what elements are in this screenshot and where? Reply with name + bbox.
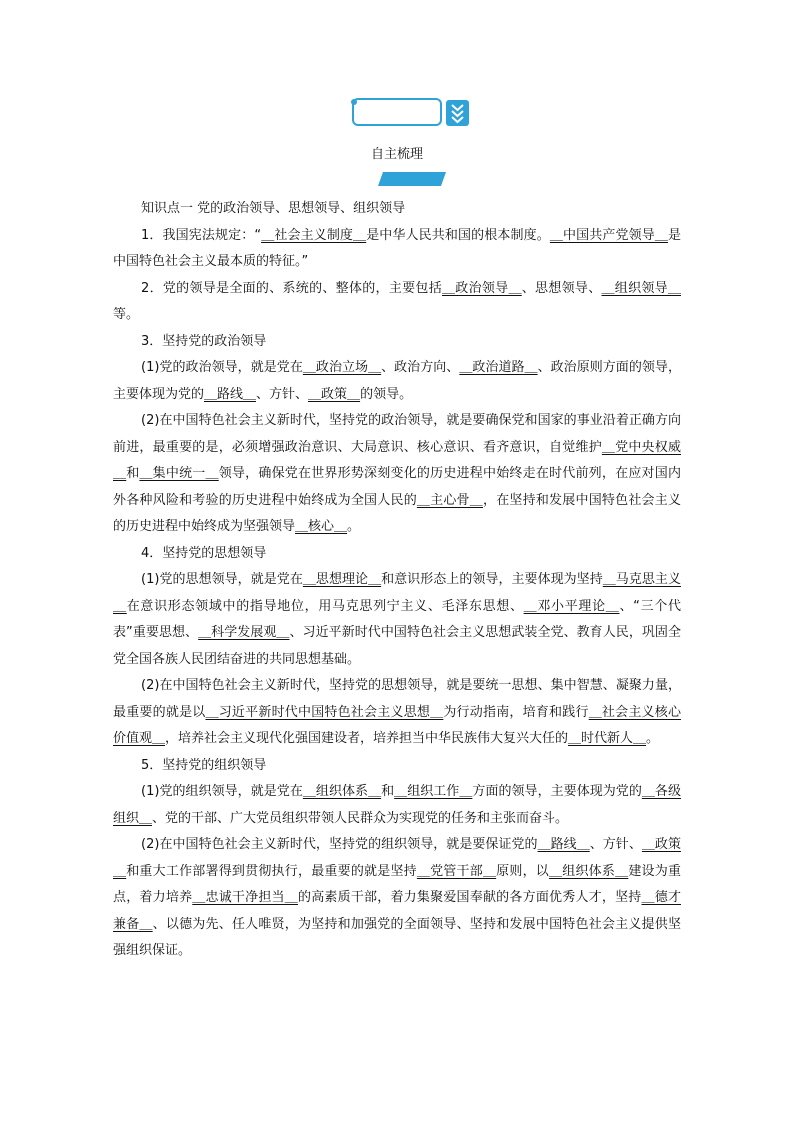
- text-segment: 和: [126, 466, 140, 481]
- text-segment: 4．坚持党的思想领导: [141, 545, 267, 561]
- text-segment: 、以德为先、任人唯贤，为坚持和加强党的全面领导、坚持和发展中国特色社会主义提供坚强组织保证。: [113, 916, 681, 958]
- text-segment: 在意识形态领域中的指导地位，用马克思列宁主义、毛泽东思想、: [126, 598, 524, 614]
- text-segment: 方面的领导，主要体现为党的: [472, 784, 642, 799]
- paragraph: [113, 673, 681, 753]
- answer-blank: ＿政治领导＿: [441, 280, 522, 296]
- text-segment: 、政治方向、: [381, 360, 460, 375]
- answer-blank: ＿马克思主义＿: [113, 572, 681, 614]
- text-segment: 。: [646, 731, 660, 746]
- answer-blank: ＿德才兼备＿: [113, 890, 681, 932]
- text-segment: 和重大工作部署得到贯彻执行，最重要的就是坚持: [126, 863, 417, 879]
- answer-blank: ＿政治道路＿: [459, 360, 538, 375]
- text-segment: 领导，确保党在世界形势深刻变化的历史进程中始终走在时代前列，在应对国内外各种风险和考验的历史进程中始终成为全国人民的: [113, 466, 681, 508]
- text-segment: 。: [347, 519, 361, 534]
- paragraph: [113, 223, 681, 276]
- text-segment: (2)在中国特色社会主义新时代，坚持党的组织领导，就是要保证党的: [141, 837, 538, 852]
- text-segment: 的领导。: [360, 386, 413, 402]
- title-banner: [378, 171, 446, 190]
- answer-blank: ＿社会主义核心价值观＿: [113, 704, 681, 746]
- text-segment: (1)党的政治领导，就是党在: [141, 360, 303, 375]
- paragraph: [113, 567, 681, 673]
- paragraph: [113, 276, 681, 329]
- text-segment: 等。: [113, 307, 140, 322]
- text-segment: 是中国特色社会主义最本质的特征。”: [113, 227, 681, 269]
- text-segment: 、“三个代表”重要思想、: [113, 598, 681, 640]
- answer-blank: ＿习近平新时代中国特色社会主义思想＿: [205, 704, 444, 720]
- paragraph: [113, 408, 681, 541]
- answer-blank: ＿主心骨＿: [416, 492, 483, 508]
- answer-blank: ＿时代新人＿: [568, 731, 647, 746]
- answer-blank: ＿组织体系＿: [302, 784, 382, 799]
- paragraph: [113, 541, 681, 568]
- answer-blank: ＿各级组织＿: [113, 784, 681, 826]
- text-segment: 和意识形态上的领导，主要体现为坚持: [381, 572, 603, 587]
- text-segment: 、党的干部、广大党员组织带领人民群众为实现党的任务和主张而奋斗。: [152, 810, 569, 826]
- paragraph: [113, 329, 681, 356]
- text-segment: (2)在中国特色社会主义新时代，坚持党的政治领导，就是要确保党和国家的事业沿着正确方向前进，最重要的是，必须增强政治意识、大局意识、核心意识、看齐意识，自觉维护: [113, 413, 681, 455]
- text-segment: (1)党的思想领导，就是党在: [141, 572, 303, 587]
- answer-blank: ＿政策＿: [308, 386, 361, 402]
- text-segment: 、政治原则方面的领导，主要体现为党的: [113, 360, 681, 402]
- answer-blank: ＿政治立场＿: [302, 360, 382, 375]
- answer-blank: ＿路线＿: [537, 837, 590, 852]
- text-segment: 2．党的领导是全面的、系统的、整体的，主要包括: [141, 280, 442, 296]
- text-segment: 和: [381, 784, 395, 799]
- text-segment: (1)党的组织领导，就是党在: [141, 784, 303, 799]
- answer-blank: ＿政策＿: [113, 837, 681, 879]
- text-segment: 是中华人民共和国的根本制度。: [366, 227, 550, 243]
- paragraph: [113, 753, 681, 780]
- text-segment: 、方针、: [256, 386, 309, 402]
- paragraph: [113, 196, 681, 223]
- answer-blank: ＿科学发展观＿: [198, 625, 290, 640]
- answer-blank: ＿邓小平理论＿: [523, 598, 620, 614]
- section-header-frame: [352, 98, 442, 126]
- paragraph: [113, 779, 681, 832]
- answer-blank: ＿组织领导＿: [601, 280, 681, 296]
- text-segment: 3．坚持党的政治领导: [141, 333, 267, 349]
- answer-blank: ＿社会主义制度＿: [261, 227, 367, 243]
- knowledge-content: [113, 196, 681, 965]
- chevron-down-icon: [446, 100, 469, 126]
- answer-blank: ＿组织工作＿: [394, 784, 473, 799]
- paragraph: [113, 355, 681, 408]
- text-segment: ，培养社会主义现代化强国建设者，培养担当中华民族伟大复兴大任的: [165, 731, 569, 746]
- answer-blank: ＿集中统一＿: [139, 466, 219, 481]
- text-segment: 的高素质干部，着力集聚爱国奉献的各方面优秀人才，坚持: [297, 890, 642, 905]
- text-segment: 1．我国宪法规定：“: [141, 227, 262, 243]
- paragraph: [113, 832, 681, 965]
- text-segment: 、思想领导、: [521, 280, 602, 296]
- answer-blank: ＿党管干部＿: [416, 863, 497, 879]
- text-segment: 、方针、: [589, 837, 642, 852]
- answer-blank: ＿党中央权威＿: [113, 439, 681, 481]
- answer-blank: ＿路线＿: [204, 386, 257, 402]
- answer-blank: ＿忠诚干净担当＿: [192, 890, 298, 905]
- text-segment: (2)在中国特色社会主义新时代，坚持党的思想领导，就是要统一思想、集中智慧、凝聚力量，最重要的就是以: [113, 678, 681, 720]
- text-segment: 原则，以: [496, 863, 550, 879]
- answer-blank: ＿核心＿: [295, 519, 348, 534]
- text-segment: ，在坚持和发展中国特色社会主义的历史进程中始终成为坚强领导: [113, 492, 681, 534]
- text-segment: 、习近平新时代中国特色社会主义思想武装全党、教育人民，巩固全党全国各族人民团结奋进的共同思想基础。: [113, 625, 681, 667]
- text-segment: 5．坚持党的组织领导: [141, 757, 267, 773]
- text-segment: 为行动指南，培育和践行: [443, 704, 589, 720]
- text-segment: 知识点一 党的政治领导、思想领导、组织领导: [141, 201, 406, 216]
- answer-blank: ＿中国共产党领导＿: [549, 227, 668, 243]
- answer-blank: ＿组织体系＿: [549, 863, 629, 879]
- text-segment: 建设为重点，着力培养: [113, 863, 681, 905]
- section-title: 自主梳理: [370, 147, 423, 162]
- answer-blank: ＿思想理论＿: [302, 572, 382, 587]
